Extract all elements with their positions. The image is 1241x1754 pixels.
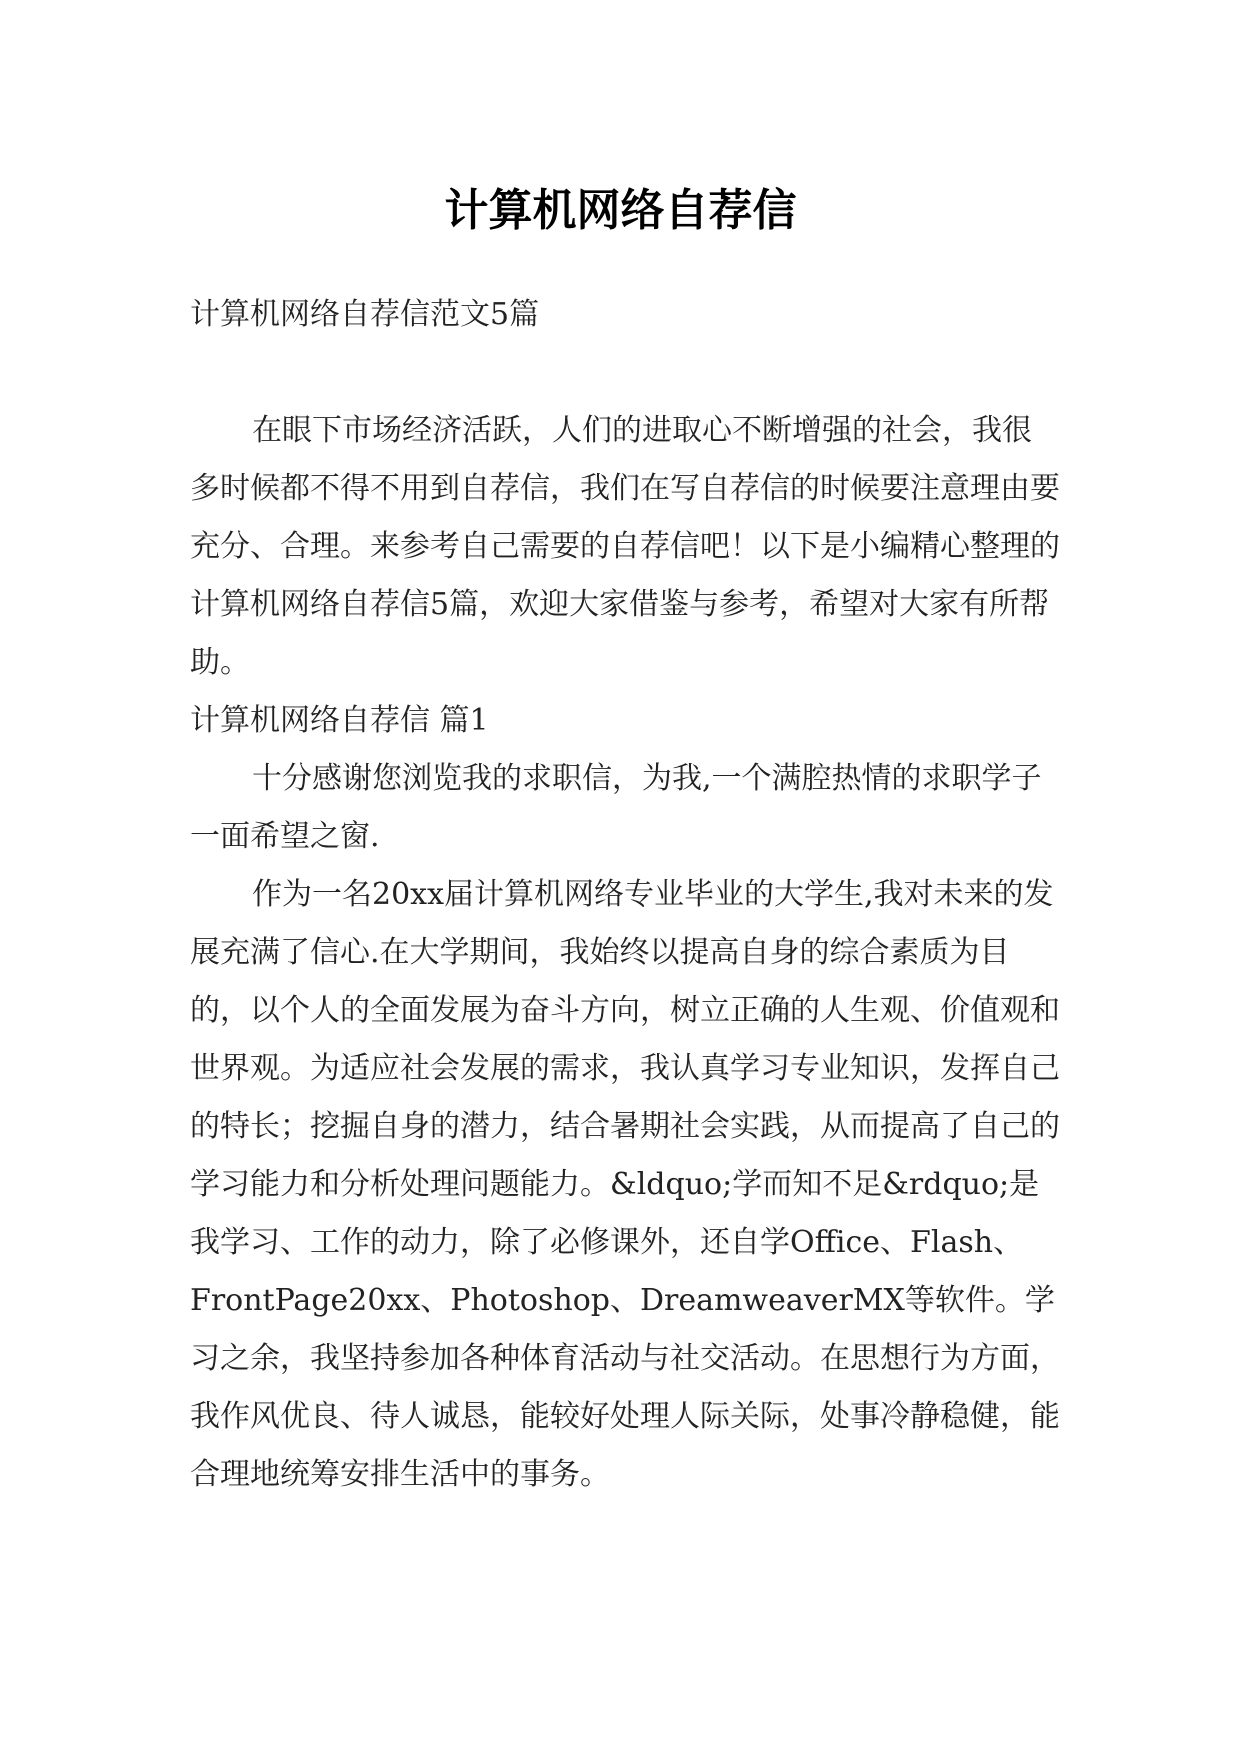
- document-subtitle: 计算机网络自荐信范文5篇: [190, 297, 540, 332]
- intro-paragraph: 在眼下市场经济活跃，人们的进取心不断增强的社会，我很多时候都不得不用到自荐信，我们在写自荐信的时候要注意理由要充分、合理。来参考自己需要的自荐信吧！以下是小编精心整理的计算机网络自荐信5篇，欢迎大家借鉴与参考，希望对大家有所帮助。: [190, 413, 1060, 680]
- page-title: 计算机网络自荐信: [444, 185, 797, 237]
- section-heading: 计算机网络自荐信 篇1: [190, 703, 489, 738]
- letter-paragraph-1: 十分感谢您浏览我的求职信，为我,一个满腔热情的求职学子一面希望之窗.: [190, 761, 1042, 854]
- letter-paragraph-2: 作为一名20xx届计算机网络专业毕业的大学生,我对未来的发展充满了信心.在大学期间，我始终以提高自身的综合素质为目的，以个人的全面发展为奋斗方向，树立正确的人生观、价值观和世界观。为适应社会发展的需求，我认真学习专业知识，发挥自己的特长；挖掘自身的潜力，结合暑期社会实践，从而提高了自己的学习能力和分析处理问题能力。&ldquo;学而知不足&rdquo;是我学习、工作的动力，除了必修课外，还自学Office、Flash、FrontPage20xx、Photoshop、DreamweaverMX等软件。学习之余，我坚持参加各种体育活动与社交活动。在思想行为方面，我作风优良、待人诚恳，能较好处理人际关际，处事冷静稳健，能合理地统筹安排生活中的事务。: [190, 877, 1060, 1492]
